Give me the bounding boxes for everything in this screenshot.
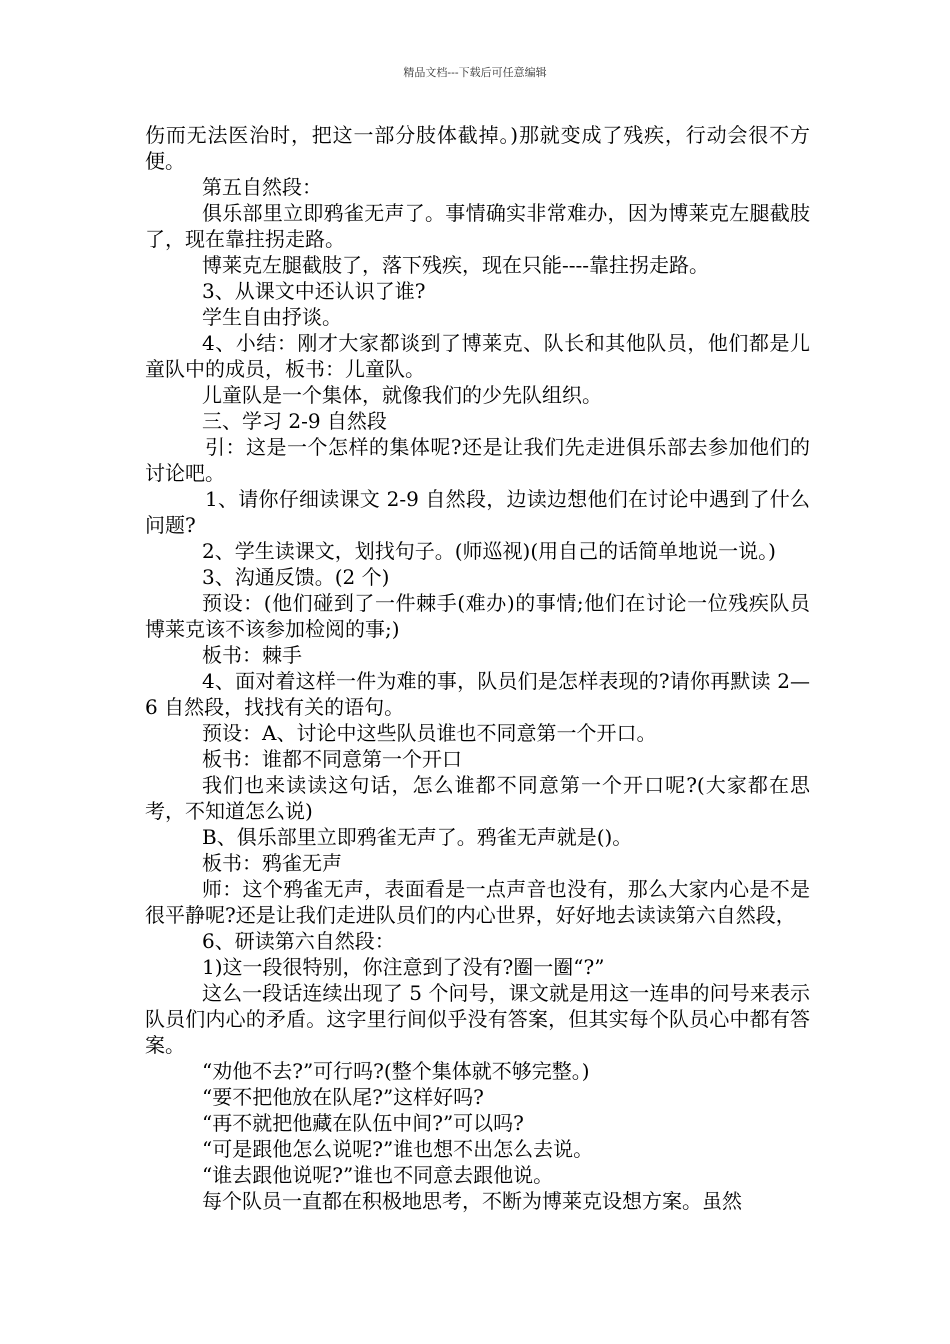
quote-line: “可是跟他怎么说呢?”谁也想不出怎么去说。 [202,1137,594,1161]
paragraph: 引：这是一个怎样的集体呢?还是让我们先走进俱乐部去参加他们的讨论吧。 [145,435,810,485]
board-note: 板书：谁都不同意第一个开口 [202,747,462,771]
paragraph: 1)这一段很特别，你注意到了没有?圈一圈“?” [202,955,605,979]
paragraph: 我们也来读读这句话，怎么谁都不同意第一个开口呢?(大家都在思考，不知道怎么说) [145,773,810,823]
paragraph: 每个队员一直都在积极地思考，不断为博莱克设想方案。虽然 [202,1189,742,1213]
quote-line: “谁去跟他说呢?”谁也不同意去跟他说。 [202,1163,554,1187]
paragraph: 伤而无法医治时，把这一部分肢体截掉。)那就变成了残疾，行动会很不方便。 [145,123,810,173]
paragraph: 师：这个鸦雀无声，表面看是一点声音也没有，那么大家内心是不是很平静呢?还是让我们走进队员们的内心世界，好好地去读读第六自然段， [145,877,810,927]
section-heading: 6、研读第六自然段： [202,929,395,953]
paragraph: 预设：(他们碰到了一件棘手(难办)的事情;他们在讨论一位残疾队员博莱克该不该参加检阅的事;) [145,591,810,641]
paragraph: 4、小结：刚才大家都谈到了博莱克、队长和其他队员，他们都是儿童队中的成员，板书：儿童队。 [145,331,810,381]
quote-line: “要不把他放在队尾?”这样好吗? [202,1085,484,1109]
board-note: 板书：鸦雀无声 [202,851,342,875]
section-heading: 第五自然段： [202,175,322,199]
paragraph: B、俱乐部里立即鸦雀无声了。鸦雀无声就是()。 [202,825,633,849]
section-heading: 三、学习 2-9 自然段 [202,409,387,433]
paragraph: 3、沟通反馈。(2 个) [202,565,390,589]
paragraph: 预设：A、讨论中这些队员谁也不同意第一个开口。 [202,721,657,745]
paragraph: 博莱克左腿截肢了，落下残疾，现在只能----靠拄拐走路。 [202,253,710,277]
paragraph: 3、从课文中还认识了谁? [202,279,426,303]
paragraph: 这么一段话连续出现了 5 个问号，课文就是用这一连串的问号来表示队员们内心的矛盾。这字里行间似乎没有答案，但其实每个队员心中都有答案。 [145,981,810,1057]
quote-line: “再不就把他藏在队伍中间?”可以吗? [202,1111,524,1135]
paragraph: 俱乐部里立即鸦雀无声了。事情确实非常难办，因为博莱克左腿截肢了，现在靠拄拐走路。 [145,201,810,251]
paragraph: 儿童队是一个集体，就像我们的少先队组织。 [202,383,602,407]
board-note: 板书：棘手 [202,643,302,667]
paragraph: 4、面对着这样一件为难的事，队员们是怎样表现的?请你再默读 2—6 自然段，找找有关的语句。 [145,669,810,719]
quote-line: “劝他不去?”可行吗?(整个集体就不够完整。) [202,1059,590,1083]
page-header: 精品文档---下载后可任意编辑 [403,66,547,79]
paragraph: 学生自由抒谈。 [202,305,342,329]
paragraph: 1、请你仔细读课文 2-9 自然段，边读边想他们在讨论中遇到了什么问题? [145,487,810,537]
paragraph: 2、学生读课文，划找句子。(师巡视)(用自己的话简单地说一说。) [202,539,776,563]
document-body [145,122,810,1214]
